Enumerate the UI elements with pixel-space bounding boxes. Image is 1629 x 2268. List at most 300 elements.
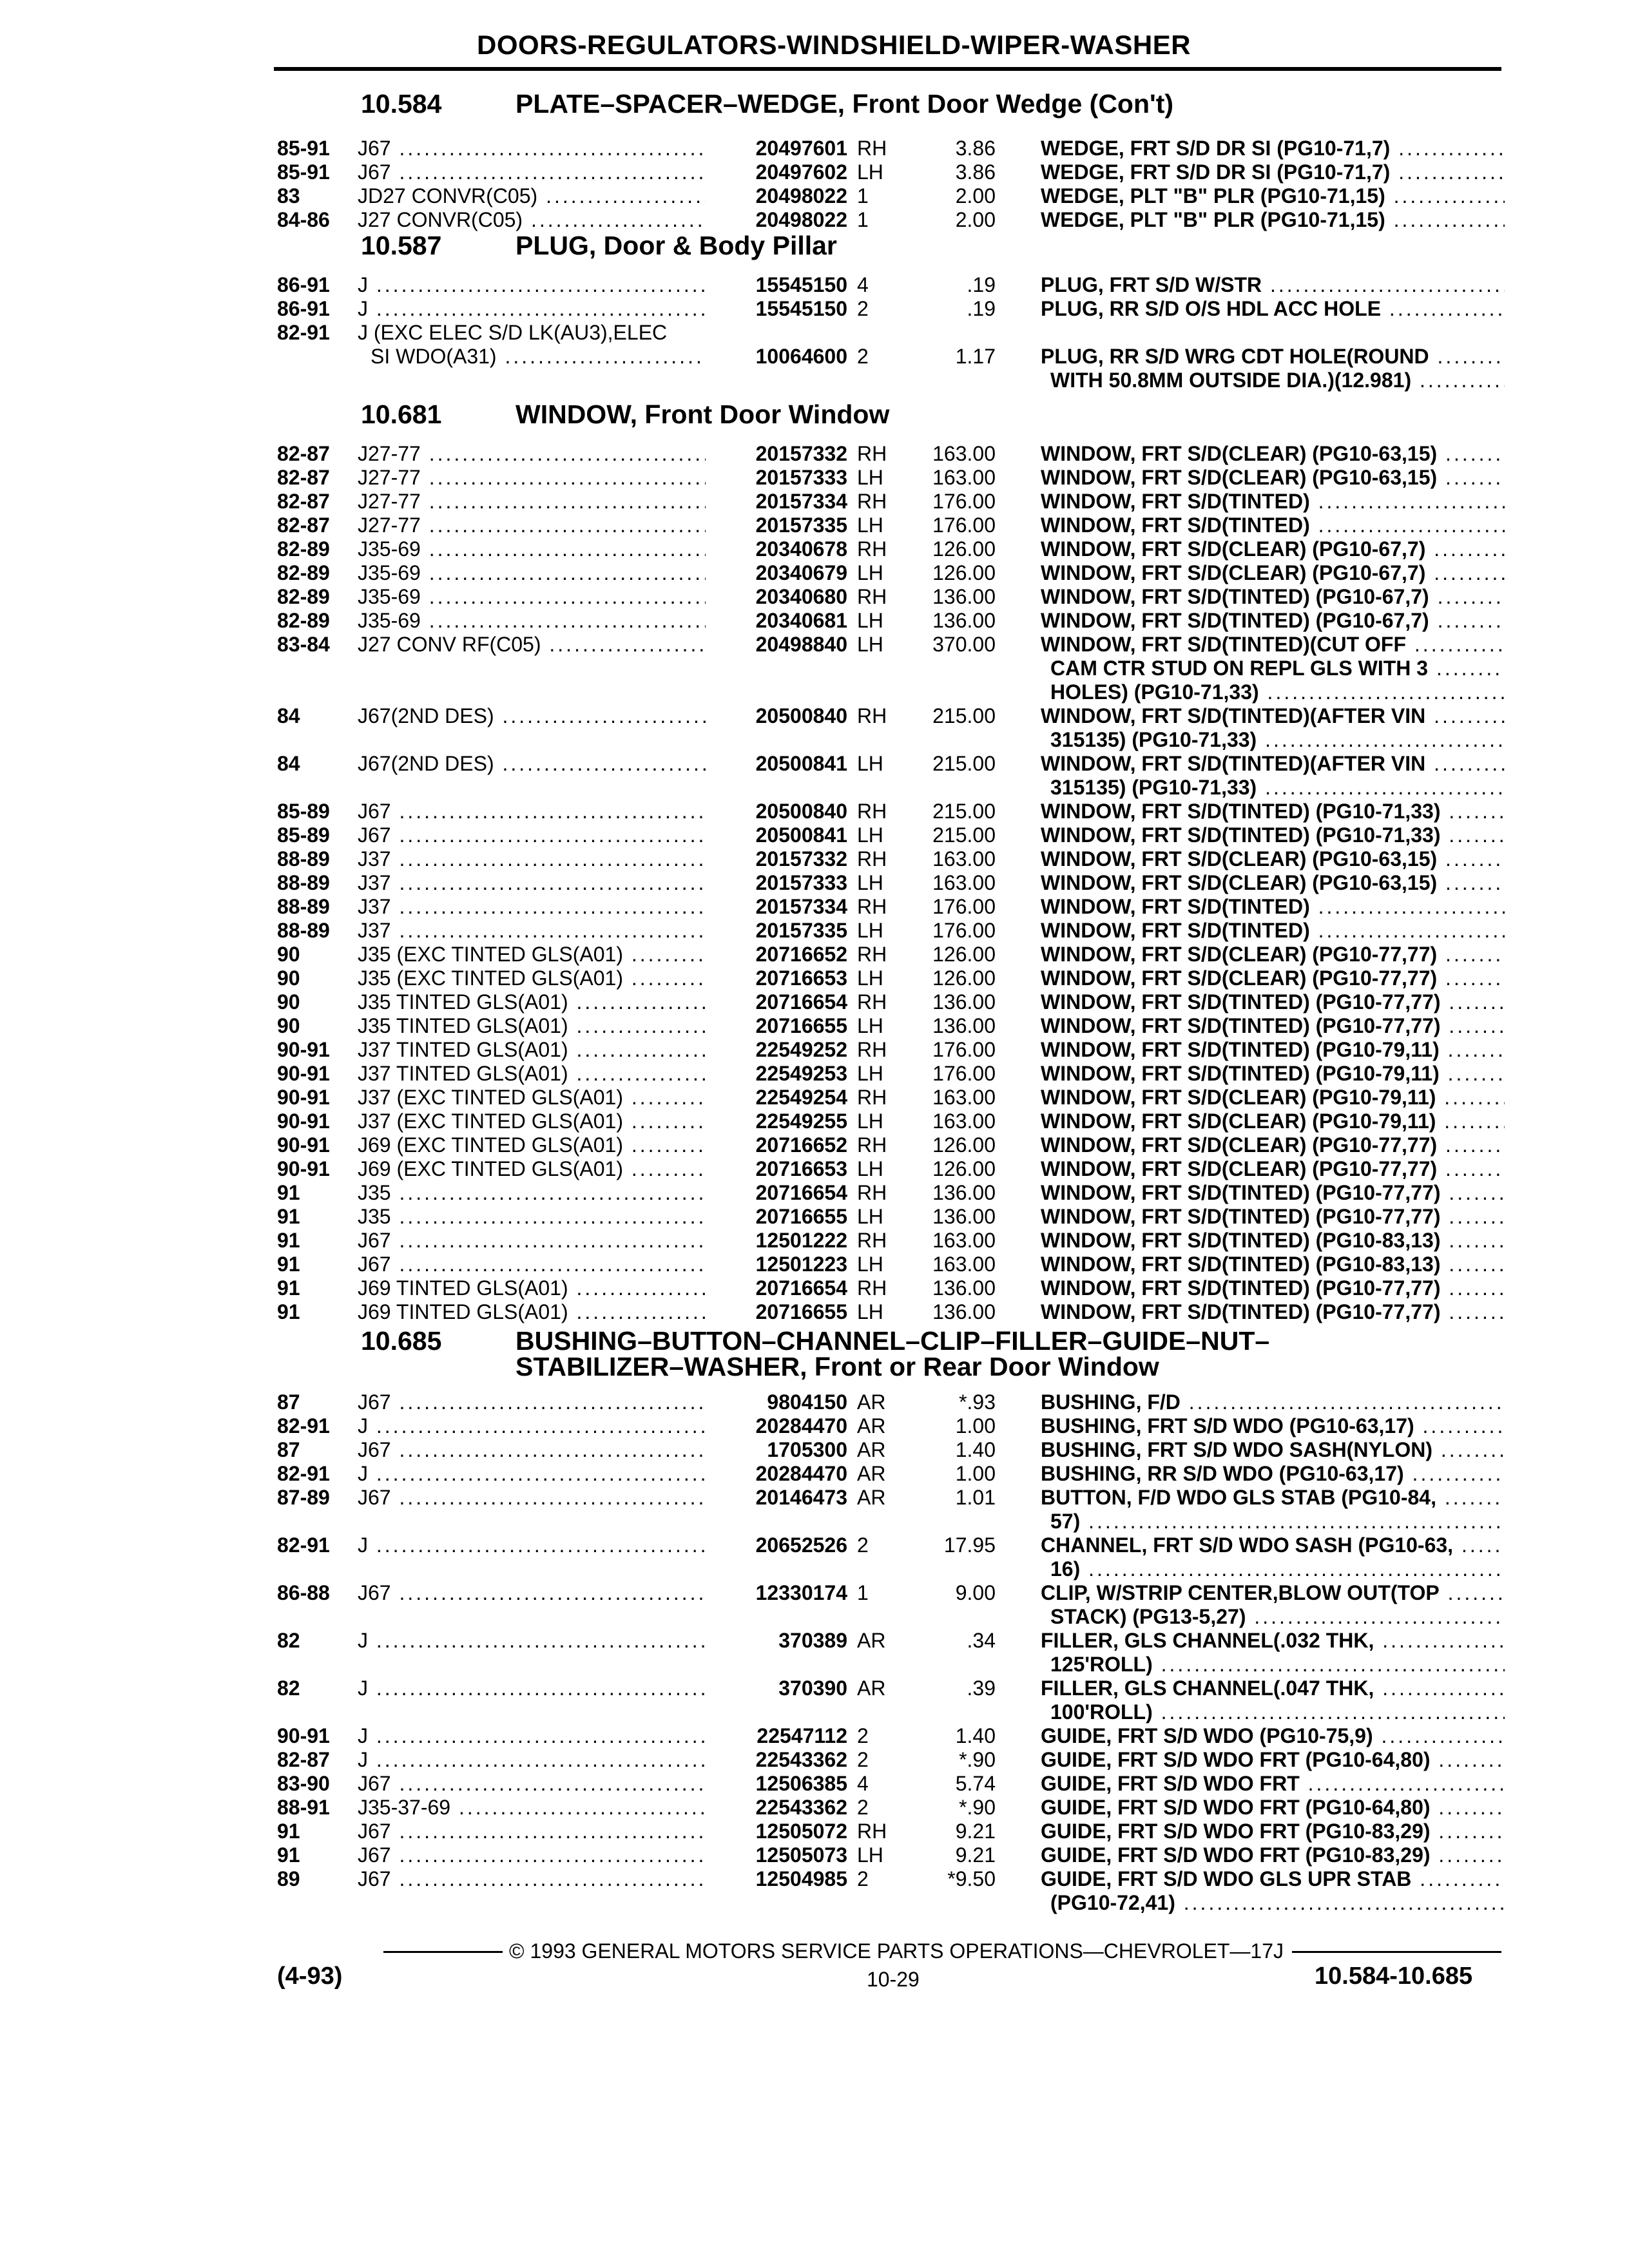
quantity: AR bbox=[857, 1629, 886, 1652]
year-range: 82 bbox=[277, 1677, 300, 1700]
year-range: 82-87 bbox=[277, 442, 330, 465]
part-number: 20500840 bbox=[755, 800, 847, 823]
description: GUIDE, FRT S/D WDO FRT ..... bbox=[1041, 1772, 1505, 1796]
description-continued: 100'ROLL) ..... bbox=[1050, 1700, 1505, 1724]
price: 1.40 bbox=[955, 1724, 996, 1747]
model-text: J35-69 bbox=[358, 585, 421, 608]
part-number: 12505073 bbox=[755, 1843, 847, 1867]
part-number: 20157335 bbox=[755, 919, 847, 942]
description: WINDOW, FRT S/D(CLEAR) (PG10-77,77) ..... bbox=[1041, 1157, 1505, 1181]
section-name-continued: STABILIZER–WASHER, Front or Rear Door Window bbox=[516, 1352, 1159, 1381]
footer-rule-left bbox=[383, 1951, 503, 1953]
footer-page-number: 10-29 bbox=[867, 1968, 920, 1991]
model-text: J35 (EXC TINTED GLS(A01) bbox=[358, 966, 623, 990]
description: WINDOW, FRT S/D(TINTED) ..... bbox=[1041, 514, 1505, 537]
section-name: BUSHING–BUTTON–CHANNEL–CLIP–FILLER–GUIDE–NUT– bbox=[516, 1326, 1270, 1356]
model-text: J bbox=[358, 1629, 368, 1652]
model-text: J37 TINTED GLS(A01) bbox=[358, 1062, 568, 1085]
model-text: J67 bbox=[358, 1390, 391, 1414]
model-text: J bbox=[358, 297, 368, 320]
section-name: WINDOW, Front Door Window bbox=[516, 399, 890, 429]
quantity: LH bbox=[857, 466, 883, 489]
part-number: 15545150 bbox=[755, 273, 847, 296]
model-code bbox=[358, 1157, 706, 1181]
year-range: 85-91 bbox=[277, 137, 330, 160]
model-text: J67 bbox=[358, 137, 391, 160]
part-number: 20340680 bbox=[755, 585, 847, 608]
year-range: 86-91 bbox=[277, 297, 330, 320]
part-number: 20340681 bbox=[755, 609, 847, 632]
price: 215.00 bbox=[932, 704, 996, 727]
model-code bbox=[358, 1772, 706, 1796]
description: WINDOW, FRT S/D(TINTED)(AFTER VIN ..... bbox=[1041, 752, 1505, 776]
model-code bbox=[358, 585, 706, 609]
price: 163.00 bbox=[932, 466, 996, 489]
description: BUSHING, FRT S/D WDO SASH(NYLON) ..... bbox=[1041, 1438, 1505, 1462]
year-range: 91 bbox=[277, 1843, 300, 1867]
description: GUIDE, FRT S/D WDO FRT (PG10-83,29) ..... bbox=[1041, 1820, 1505, 1843]
part-number: 12501222 bbox=[755, 1229, 847, 1252]
quantity: 2 bbox=[857, 1796, 869, 1819]
part-number: 370389 bbox=[778, 1629, 847, 1652]
part-number: 20340678 bbox=[755, 537, 847, 561]
part-number: 20157334 bbox=[755, 490, 847, 513]
year-range: 82-87 bbox=[277, 1748, 330, 1771]
description: WINDOW, FRT S/D(TINTED) (PG10-77,77) ..... bbox=[1041, 1181, 1505, 1205]
price: 176.00 bbox=[932, 514, 996, 537]
description: WINDOW, FRT S/D(CLEAR) (PG10-63,15) ..... bbox=[1041, 442, 1505, 466]
year-range: 82-89 bbox=[277, 537, 330, 561]
model-code bbox=[358, 1276, 706, 1300]
price: 163.00 bbox=[932, 847, 996, 870]
model-code bbox=[358, 752, 706, 776]
model-code bbox=[358, 297, 706, 321]
description: WEDGE, FRT S/D DR SI (PG10-71,7) ..... bbox=[1041, 137, 1505, 160]
year-range: 91 bbox=[277, 1253, 300, 1276]
quantity: RH bbox=[857, 1133, 887, 1157]
description: BUSHING, FRT S/D WDO (PG10-63,17) ..... bbox=[1041, 1414, 1505, 1438]
part-number: 22547112 bbox=[757, 1724, 847, 1747]
model-text: J67(2ND DES) bbox=[358, 704, 494, 727]
description: BUTTON, F/D WDO GLS STAB (PG10-84, ..... bbox=[1041, 1486, 1505, 1510]
year-range: 90 bbox=[277, 1014, 300, 1037]
description: WINDOW, FRT S/D(CLEAR) (PG10-77,77) ..... bbox=[1041, 943, 1505, 966]
year-range: 84-86 bbox=[277, 208, 330, 231]
quantity: RH bbox=[857, 847, 887, 870]
price: 17.95 bbox=[943, 1533, 996, 1557]
year-range: 90 bbox=[277, 966, 300, 990]
quantity: LH bbox=[857, 561, 883, 584]
price: 176.00 bbox=[932, 895, 996, 918]
model-code bbox=[358, 1462, 706, 1486]
price: 126.00 bbox=[932, 966, 996, 990]
year-range: 82-87 bbox=[277, 466, 330, 489]
model-code bbox=[358, 1229, 706, 1253]
model-code bbox=[358, 966, 706, 990]
part-number: 20500840 bbox=[755, 704, 847, 727]
quantity: 1 bbox=[857, 208, 869, 231]
description: WINDOW, FRT S/D(CLEAR) (PG10-67,7) ..... bbox=[1041, 537, 1505, 561]
model-text: J27 CONVR(C05) bbox=[358, 208, 523, 231]
model-code bbox=[358, 273, 706, 297]
price: 9.21 bbox=[955, 1820, 996, 1843]
price: 136.00 bbox=[932, 1276, 996, 1300]
price: 163.00 bbox=[932, 871, 996, 894]
model-code bbox=[358, 1014, 706, 1038]
model-text: J bbox=[358, 1748, 368, 1771]
price: 1.00 bbox=[955, 1414, 996, 1437]
part-number: 20498840 bbox=[755, 633, 847, 656]
description: WINDOW, FRT S/D(CLEAR) (PG10-79,11) ..... bbox=[1041, 1110, 1505, 1133]
model-code bbox=[358, 990, 706, 1014]
year-range: 82-89 bbox=[277, 585, 330, 608]
price: 9.00 bbox=[955, 1581, 996, 1604]
price: 163.00 bbox=[932, 1253, 996, 1276]
model-code: J (EXC ELEC S/D LK(AU3),ELEC bbox=[358, 321, 668, 344]
section-name: PLUG, Door & Body Pillar bbox=[516, 231, 837, 260]
price: 136.00 bbox=[932, 1181, 996, 1204]
year-range: 85-91 bbox=[277, 160, 330, 184]
price: 126.00 bbox=[932, 561, 996, 584]
model-code bbox=[358, 1677, 706, 1700]
part-number: 20340679 bbox=[755, 561, 847, 584]
model-text: J37 bbox=[358, 919, 391, 942]
quantity: RH bbox=[857, 943, 887, 966]
section-number: 10.587 bbox=[361, 231, 442, 260]
description-continued: STACK) (PG13-5,27) ..... bbox=[1050, 1605, 1505, 1629]
quantity: 4 bbox=[857, 273, 869, 296]
model-code bbox=[358, 1438, 706, 1462]
description: WEDGE, PLT "B" PLR (PG10-71,15) ..... bbox=[1041, 208, 1505, 232]
model-text: JD27 CONVR(C05) bbox=[358, 184, 538, 207]
part-number: 20498022 bbox=[755, 184, 847, 207]
quantity: RH bbox=[857, 1276, 887, 1300]
year-range: 85-89 bbox=[277, 823, 330, 847]
model-code bbox=[358, 184, 706, 208]
quantity: LH bbox=[857, 609, 883, 632]
model-text: J67 bbox=[358, 1229, 391, 1252]
description: WINDOW, FRT S/D(TINTED)(CUT OFF ..... bbox=[1041, 633, 1505, 657]
model-text: J37 (EXC TINTED GLS(A01) bbox=[358, 1110, 623, 1133]
quantity: LH bbox=[857, 966, 883, 990]
quantity: 1 bbox=[857, 184, 869, 207]
model-text: J bbox=[358, 1724, 368, 1747]
quantity: LH bbox=[857, 1253, 883, 1276]
year-range: 85-89 bbox=[277, 800, 330, 823]
price: 176.00 bbox=[932, 490, 996, 513]
description: FILLER, GLS CHANNEL(.047 THK, ..... bbox=[1041, 1677, 1505, 1700]
part-number: 20498022 bbox=[755, 208, 847, 231]
part-number: 22549253 bbox=[755, 1062, 847, 1085]
part-number: 20716652 bbox=[755, 1133, 847, 1157]
footer-range: 10.584-10.685 bbox=[1315, 1963, 1473, 1990]
price: 5.74 bbox=[955, 1772, 996, 1795]
description: WINDOW, FRT S/D(CLEAR) (PG10-77,77) ..... bbox=[1041, 1133, 1505, 1157]
quantity: RH bbox=[857, 1086, 887, 1109]
quantity: AR bbox=[857, 1677, 886, 1700]
model-text: J35 bbox=[358, 1205, 391, 1228]
price: 215.00 bbox=[932, 823, 996, 847]
part-number: 20157335 bbox=[755, 514, 847, 537]
model-text: J69 (EXC TINTED GLS(A01) bbox=[358, 1133, 623, 1157]
price: .39 bbox=[967, 1677, 996, 1700]
part-number: 20157333 bbox=[755, 871, 847, 894]
footer-rule-right bbox=[1292, 1951, 1501, 1953]
model-text: J67 bbox=[358, 1772, 391, 1795]
model-code bbox=[358, 561, 706, 585]
quantity: AR bbox=[857, 1414, 886, 1437]
description: GUIDE, FRT S/D WDO GLS UPR STAB ..... bbox=[1041, 1867, 1505, 1891]
price: 126.00 bbox=[932, 1133, 996, 1157]
model-code bbox=[358, 1748, 706, 1772]
quantity: AR bbox=[857, 1462, 886, 1485]
description: WEDGE, FRT S/D DR SI (PG10-71,7) ..... bbox=[1041, 160, 1505, 184]
part-number: 22549255 bbox=[755, 1110, 847, 1133]
model-code bbox=[358, 871, 706, 895]
model-code bbox=[358, 704, 706, 728]
model-code bbox=[358, 1205, 706, 1229]
part-number: 12506385 bbox=[755, 1772, 847, 1795]
year-range: 82-91 bbox=[277, 1414, 330, 1437]
description: WINDOW, FRT S/D(TINTED) ..... bbox=[1041, 895, 1505, 919]
price: 136.00 bbox=[932, 609, 996, 632]
year-range: 90-91 bbox=[277, 1062, 330, 1085]
description: PLUG, RR S/D O/S HDL ACC HOLE ..... bbox=[1041, 297, 1505, 321]
year-range: 87 bbox=[277, 1438, 300, 1461]
price: .19 bbox=[967, 297, 996, 320]
section-number: 10.685 bbox=[361, 1326, 442, 1356]
quantity: RH bbox=[857, 442, 887, 465]
price: *9.50 bbox=[947, 1867, 996, 1890]
model-text: J37 bbox=[358, 895, 391, 918]
model-text: J69 (EXC TINTED GLS(A01) bbox=[358, 1157, 623, 1180]
description: WINDOW, FRT S/D(TINTED) (PG10-67,7) ..... bbox=[1041, 585, 1505, 609]
price: 3.86 bbox=[955, 137, 996, 160]
price: 163.00 bbox=[932, 1229, 996, 1252]
model-text: J67 bbox=[358, 1438, 391, 1461]
model-text: J37 TINTED GLS(A01) bbox=[358, 1038, 568, 1061]
description: WINDOW, FRT S/D(TINTED) (PG10-77,77) ..... bbox=[1041, 1300, 1505, 1324]
quantity: 1 bbox=[857, 1581, 869, 1604]
part-number: 12330174 bbox=[755, 1581, 847, 1604]
model-code bbox=[358, 1110, 706, 1133]
description: GUIDE, FRT S/D WDO FRT (PG10-64,80) ..... bbox=[1041, 1796, 1505, 1820]
model-text: J67 bbox=[358, 823, 391, 847]
part-number: 12501223 bbox=[755, 1253, 847, 1276]
model-text: J35 (EXC TINTED GLS(A01) bbox=[358, 943, 623, 966]
part-number: 20716655 bbox=[755, 1014, 847, 1037]
year-range: 84 bbox=[277, 752, 300, 775]
footer-date: (4-93) bbox=[277, 1963, 343, 1990]
part-number: 370390 bbox=[778, 1677, 847, 1700]
quantity: RH bbox=[857, 1229, 887, 1252]
model-code bbox=[358, 1533, 706, 1557]
year-range: 87-89 bbox=[277, 1486, 330, 1509]
price: 370.00 bbox=[932, 633, 996, 656]
part-number: 22543362 bbox=[755, 1796, 847, 1819]
part-number: 1705300 bbox=[767, 1438, 847, 1461]
part-number: 20284470 bbox=[755, 1414, 847, 1437]
model-text: J67 bbox=[358, 1486, 391, 1509]
quantity: RH bbox=[857, 1181, 887, 1204]
price: 215.00 bbox=[932, 800, 996, 823]
quantity: 2 bbox=[857, 1533, 869, 1557]
part-number: 15545150 bbox=[755, 297, 847, 320]
model-text: SI WDO(A31) bbox=[371, 345, 497, 368]
year-range: 88-89 bbox=[277, 919, 330, 942]
model-text: J35 bbox=[358, 1181, 391, 1204]
description: WINDOW, FRT S/D(TINTED) (PG10-71,33) ..... bbox=[1041, 800, 1505, 823]
model-text: J bbox=[358, 1462, 368, 1485]
price: 136.00 bbox=[932, 585, 996, 608]
description: WINDOW, FRT S/D(TINTED) (PG10-77,77) ..... bbox=[1041, 990, 1505, 1014]
price: 2.00 bbox=[955, 208, 996, 231]
quantity: LH bbox=[857, 1062, 883, 1085]
model-text: J35-69 bbox=[358, 561, 421, 584]
quantity: LH bbox=[857, 752, 883, 775]
year-range: 88-91 bbox=[277, 1796, 330, 1819]
description: WINDOW, FRT S/D(TINTED)(AFTER VIN ..... bbox=[1041, 704, 1505, 728]
part-number: 20500841 bbox=[755, 752, 847, 775]
model-code bbox=[358, 1133, 706, 1157]
model-text: J bbox=[358, 1533, 368, 1557]
model-text: J69 TINTED GLS(A01) bbox=[358, 1300, 568, 1323]
description-continued: 57) ..... bbox=[1050, 1510, 1505, 1533]
description: WINDOW, FRT S/D(TINTED) (PG10-77,77) ..... bbox=[1041, 1014, 1505, 1038]
description: BUSHING, RR S/D WDO (PG10-63,17) ..... bbox=[1041, 1462, 1505, 1486]
year-range: 82-91 bbox=[277, 1533, 330, 1557]
model-code bbox=[358, 1253, 706, 1276]
price: .34 bbox=[967, 1629, 996, 1652]
model-text: J35-69 bbox=[358, 537, 421, 561]
price: 176.00 bbox=[932, 1038, 996, 1061]
description: WINDOW, FRT S/D(TINTED) (PG10-83,13) ..... bbox=[1041, 1253, 1505, 1276]
model-code bbox=[358, 1796, 706, 1820]
part-number: 20716655 bbox=[755, 1205, 847, 1228]
quantity: LH bbox=[857, 1014, 883, 1037]
description: PLUG, FRT S/D W/STR ..... bbox=[1041, 273, 1505, 297]
year-range: 86-91 bbox=[277, 273, 330, 296]
part-number: 20652526 bbox=[755, 1533, 847, 1557]
quantity: AR bbox=[857, 1390, 886, 1414]
part-number: 20157332 bbox=[755, 442, 847, 465]
quantity: RH bbox=[857, 137, 887, 160]
quantity: LH bbox=[857, 1157, 883, 1180]
description: CLIP, W/STRIP CENTER,BLOW OUT(TOP ..... bbox=[1041, 1581, 1505, 1605]
description-continued: WITH 50.8MM OUTSIDE DIA.)(12.981) ..... bbox=[1050, 369, 1505, 392]
quantity: LH bbox=[857, 1205, 883, 1228]
model-code bbox=[358, 1820, 706, 1843]
description-continued: 315135) (PG10-71,33) ..... bbox=[1050, 776, 1505, 800]
part-number: 22549254 bbox=[755, 1086, 847, 1109]
year-range: 86-88 bbox=[277, 1581, 330, 1604]
model-code bbox=[358, 1629, 706, 1653]
quantity: LH bbox=[857, 1843, 883, 1867]
year-range: 83 bbox=[277, 184, 300, 207]
model-code bbox=[358, 919, 706, 943]
header-rule bbox=[274, 67, 1501, 71]
description: WEDGE, PLT "B" PLR (PG10-71,15) ..... bbox=[1041, 184, 1505, 208]
year-range: 91 bbox=[277, 1820, 300, 1843]
price: *.90 bbox=[959, 1796, 996, 1819]
model-text: J67 bbox=[358, 1820, 391, 1843]
year-range: 90-91 bbox=[277, 1133, 330, 1157]
year-range: 82-89 bbox=[277, 609, 330, 632]
year-range: 82-91 bbox=[277, 1462, 330, 1485]
description-continued: 16) ..... bbox=[1050, 1557, 1505, 1581]
model-text: J35 TINTED GLS(A01) bbox=[358, 990, 568, 1014]
year-range: 91 bbox=[277, 1181, 300, 1204]
part-number: 20284470 bbox=[755, 1462, 847, 1485]
part-number: 20157334 bbox=[755, 895, 847, 918]
model-text: J bbox=[358, 1677, 368, 1700]
model-text: J27-77 bbox=[358, 466, 421, 489]
quantity: RH bbox=[857, 1820, 887, 1843]
price: 215.00 bbox=[932, 752, 996, 775]
year-range: 90 bbox=[277, 943, 300, 966]
description: WINDOW, FRT S/D(CLEAR) (PG10-79,11) ..... bbox=[1041, 1086, 1505, 1110]
price: 176.00 bbox=[932, 919, 996, 942]
quantity: RH bbox=[857, 585, 887, 608]
model-code bbox=[358, 442, 706, 466]
quantity: RH bbox=[857, 704, 887, 727]
model-text: J37 bbox=[358, 847, 391, 870]
quantity: RH bbox=[857, 990, 887, 1014]
part-number: 20157332 bbox=[755, 847, 847, 870]
description-continued: HOLES) (PG10-71,33) ..... bbox=[1050, 680, 1505, 704]
quantity: RH bbox=[857, 1038, 887, 1061]
price: *.90 bbox=[959, 1748, 996, 1771]
model-code bbox=[358, 823, 706, 847]
quantity: LH bbox=[857, 1110, 883, 1133]
part-number: 22549252 bbox=[755, 1038, 847, 1061]
year-range: 88-89 bbox=[277, 847, 330, 870]
model-code bbox=[358, 1086, 706, 1110]
quantity: LH bbox=[857, 823, 883, 847]
description-continued: 315135) (PG10-71,33) ..... bbox=[1050, 728, 1505, 752]
year-range: 91 bbox=[277, 1205, 300, 1228]
quantity: LH bbox=[857, 160, 883, 184]
price: 163.00 bbox=[932, 1086, 996, 1109]
part-number: 20157333 bbox=[755, 466, 847, 489]
model-text: J69 TINTED GLS(A01) bbox=[358, 1276, 568, 1300]
model-text: J67 bbox=[358, 1867, 391, 1890]
price: *.93 bbox=[959, 1390, 996, 1414]
description: GUIDE, FRT S/D WDO FRT (PG10-64,80) ..... bbox=[1041, 1748, 1505, 1772]
description: WINDOW, FRT S/D(CLEAR) (PG10-77,77) ..... bbox=[1041, 966, 1505, 990]
model-text: J35 TINTED GLS(A01) bbox=[358, 1014, 568, 1037]
part-number: 20500841 bbox=[755, 823, 847, 847]
description-continued: 125'ROLL) ..... bbox=[1050, 1653, 1505, 1677]
quantity: 2 bbox=[857, 1724, 869, 1747]
year-range: 89 bbox=[277, 1867, 300, 1890]
model-code bbox=[358, 609, 706, 633]
model-text: J27-77 bbox=[358, 490, 421, 513]
description: WINDOW, FRT S/D(TINTED) ..... bbox=[1041, 919, 1505, 943]
year-range: 88-89 bbox=[277, 871, 330, 894]
price: 1.01 bbox=[955, 1486, 996, 1509]
part-number: 12505072 bbox=[755, 1820, 847, 1843]
part-number: 20716653 bbox=[755, 1157, 847, 1180]
model-text: J35-37-69 bbox=[358, 1796, 451, 1819]
model-code bbox=[358, 1724, 706, 1748]
year-range: 90-91 bbox=[277, 1724, 330, 1747]
price: 136.00 bbox=[932, 1014, 996, 1037]
part-number: 20497602 bbox=[755, 160, 847, 184]
price: 163.00 bbox=[932, 442, 996, 465]
year-range: 82-87 bbox=[277, 514, 330, 537]
quantity: RH bbox=[857, 537, 887, 561]
